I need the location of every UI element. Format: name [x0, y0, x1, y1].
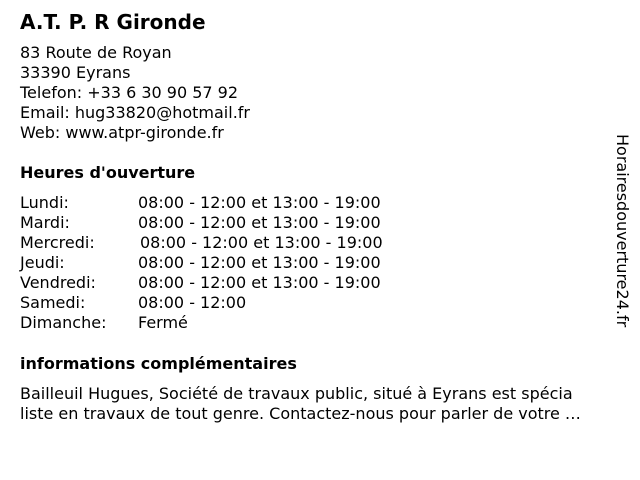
hours-row-wednesday	[20, 233, 440, 253]
day-label: Lundi:	[20, 193, 69, 212]
hours-row-monday	[20, 193, 440, 213]
phone-number[interactable]: Telefon: +33 6 30 90 57 92	[20, 83, 239, 102]
address-city: 33390 Eyrans	[20, 63, 131, 82]
opening-hours-list	[20, 193, 440, 333]
info-line-1: Bailleuil Hugues, Société de travaux public, situé à Eyrans est spécia	[20, 384, 573, 403]
address-street: 83 Route de Royan	[20, 43, 172, 62]
info-description	[20, 384, 632, 424]
time-range: Fermé	[138, 313, 188, 332]
contact-block	[20, 43, 250, 143]
time-range: 08:00 - 12:00 et 13:00 - 19:00	[138, 273, 381, 292]
day-label: Jeudi:	[20, 253, 65, 272]
day-label: Mercredi:	[20, 233, 95, 252]
time-range: 08:00 - 12:00	[138, 293, 247, 312]
business-name: A.T. P. R Gironde	[20, 10, 206, 34]
hours-heading: Heures d'ouverture	[20, 163, 196, 182]
hours-row-saturday	[20, 293, 440, 313]
hours-row-thursday	[20, 253, 440, 273]
time-range: 08:00 - 12:00 et 13:00 - 19:00	[138, 193, 381, 212]
email-address[interactable]: Email: hug33820@hotmail.fr	[20, 103, 250, 122]
info-line-2: liste en travaux de tout genre. Contactez-nous pour parler de votre …	[20, 404, 581, 423]
time-range: 08:00 - 12:00 et 13:00 - 19:00	[138, 213, 381, 232]
site-watermark: Horairesdouverture24.fr	[613, 134, 632, 328]
time-range: 08:00 - 12:00 et 13:00 - 19:00	[138, 253, 381, 272]
day-label: Mardi:	[20, 213, 70, 232]
hours-row-friday	[20, 273, 440, 293]
day-label: Samedi:	[20, 293, 86, 312]
info-heading: informations complémentaires	[20, 354, 297, 373]
time-range: 08:00 - 12:00 et 13:00 - 19:00	[140, 233, 383, 252]
day-label: Dimanche:	[20, 313, 107, 332]
hours-row-sunday	[20, 313, 440, 333]
website-link[interactable]: Web: www.atpr-gironde.fr	[20, 123, 224, 142]
hours-row-tuesday	[20, 213, 440, 233]
day-label: Vendredi:	[20, 273, 96, 292]
